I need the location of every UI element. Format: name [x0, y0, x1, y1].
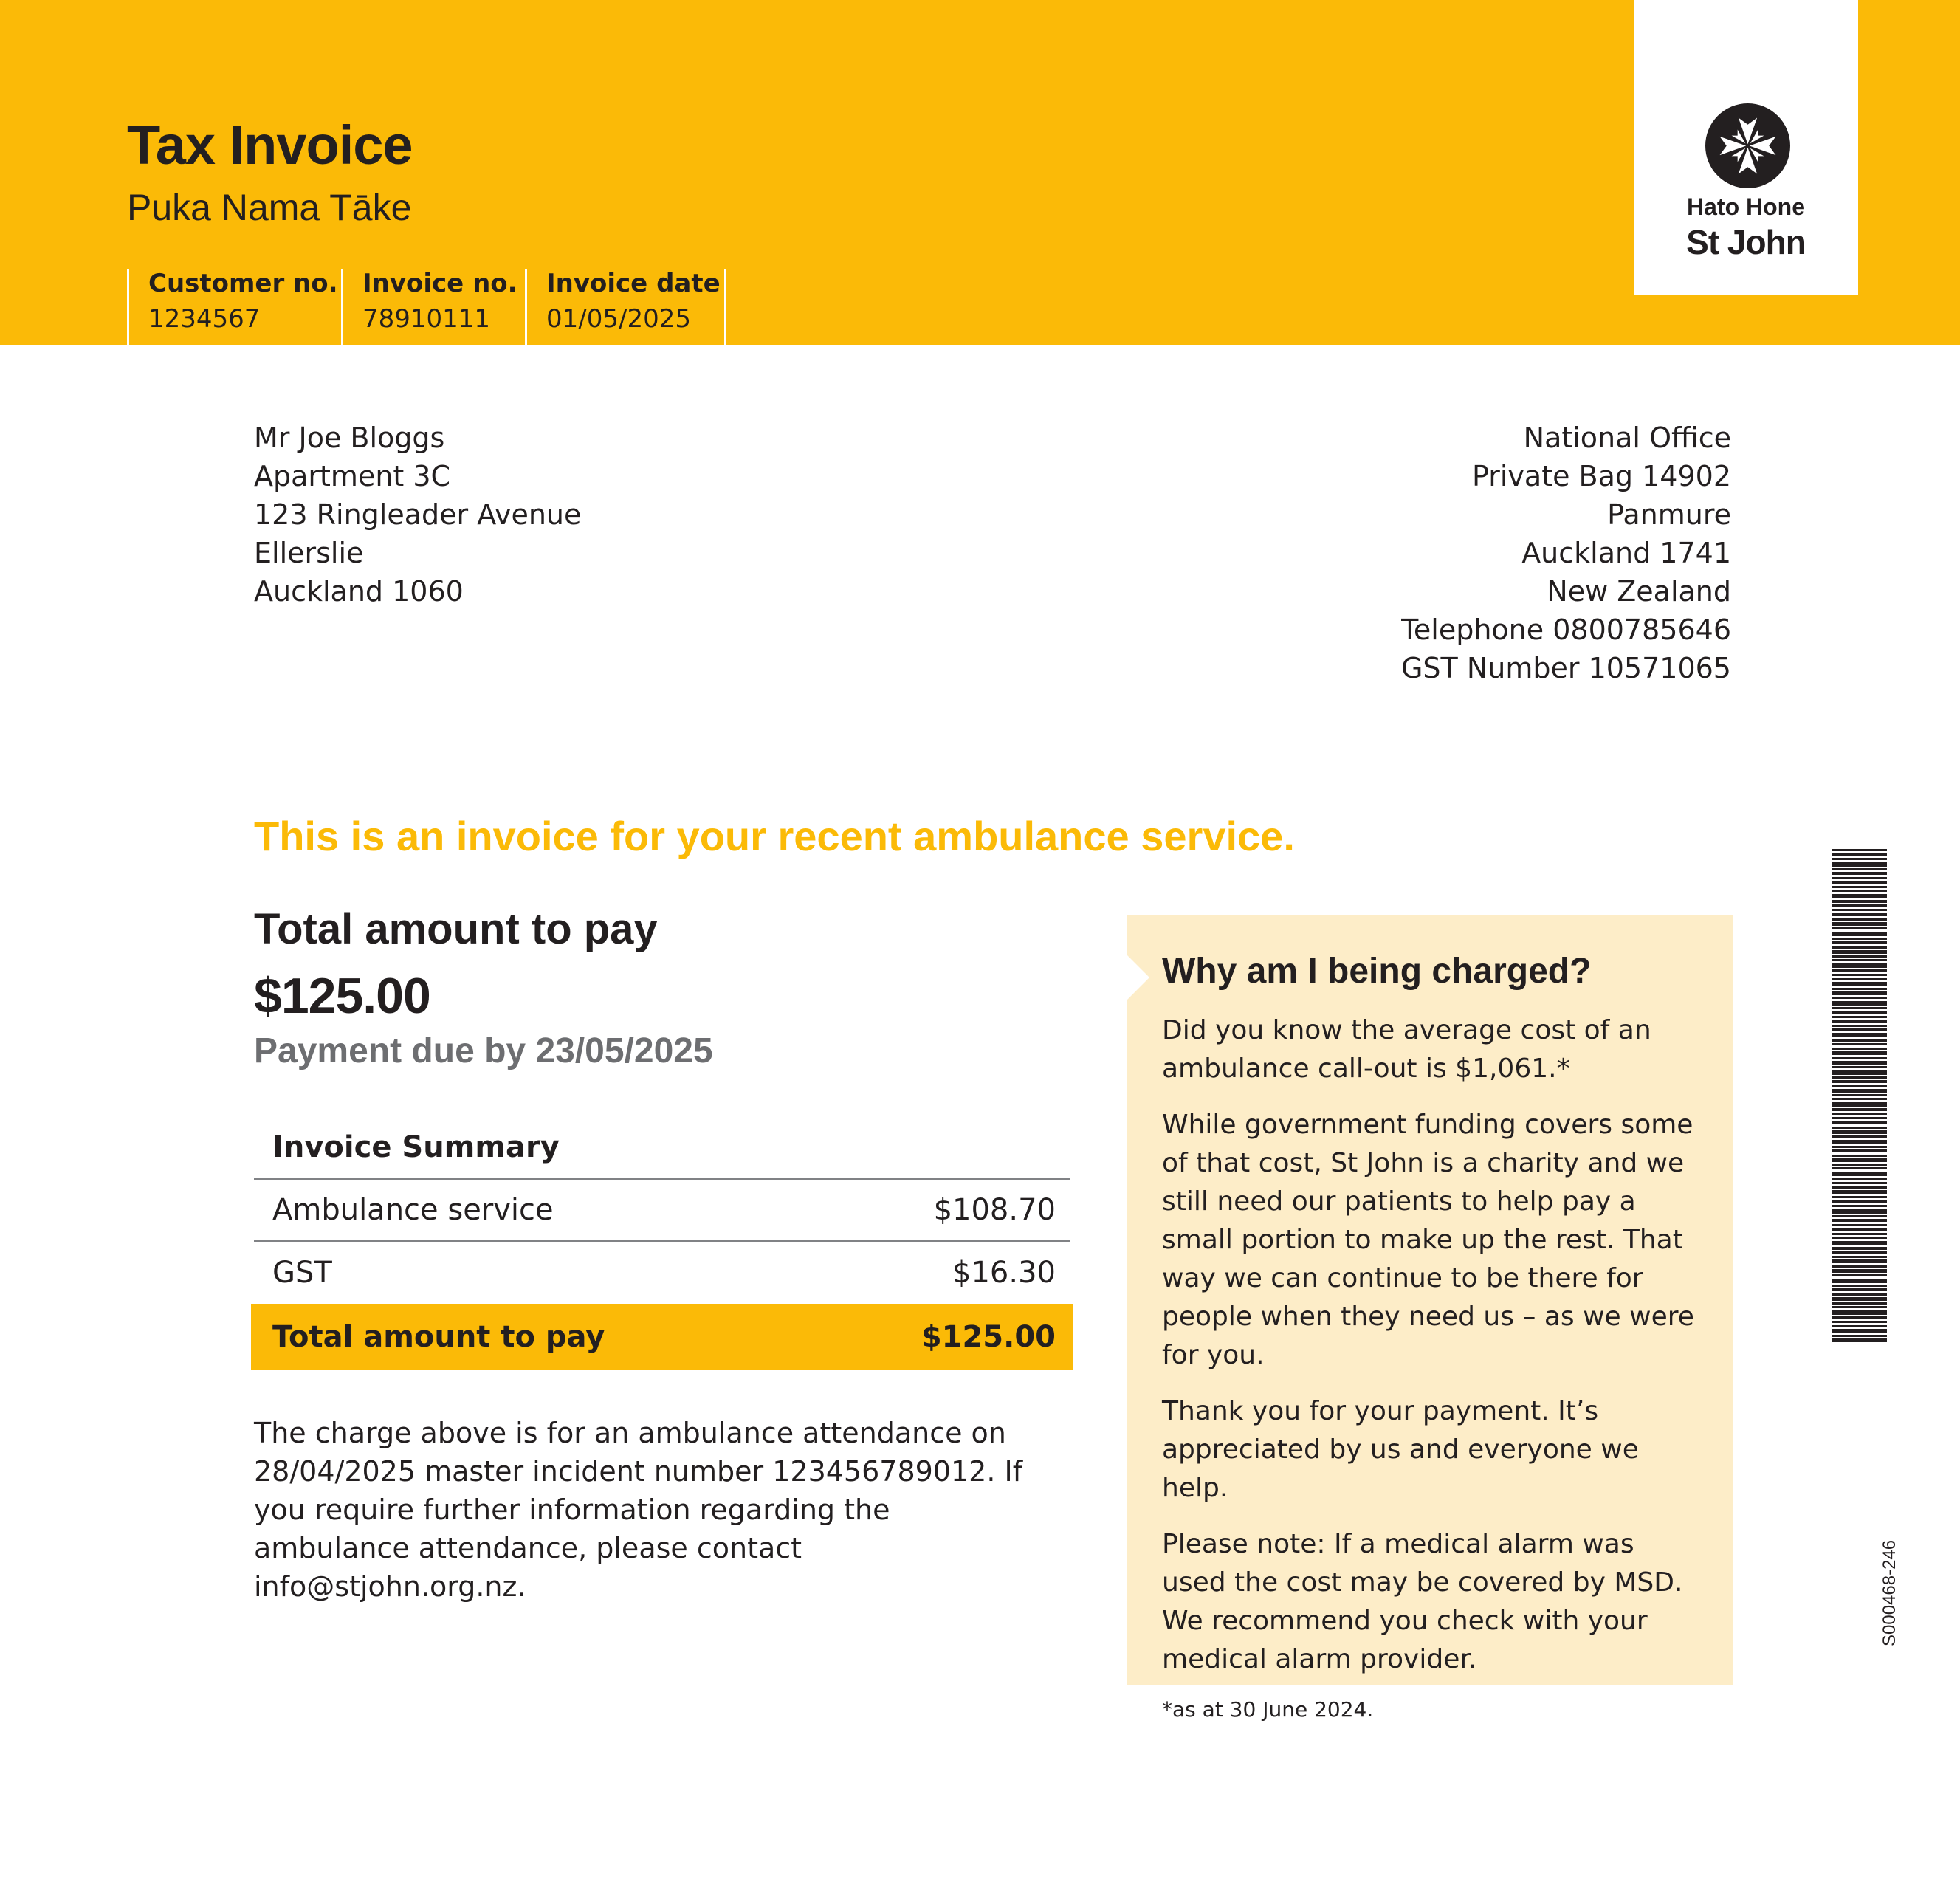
barcode-bar	[1832, 1130, 1887, 1134]
invoice-date-label: Invoice date	[546, 269, 721, 298]
barcode-bar	[1832, 1172, 1887, 1176]
barcode-bar	[1832, 1325, 1887, 1327]
barcode-bar	[1832, 1178, 1887, 1180]
barcode-bar	[1832, 969, 1887, 972]
payment-due-date: Payment due by 23/05/2025	[254, 1031, 713, 1070]
barcode-bar	[1832, 900, 1887, 903]
barcode-bar	[1832, 959, 1887, 961]
barcode-bar	[1832, 1321, 1887, 1323]
barcode-bar	[1832, 918, 1887, 921]
barcode-bar	[1832, 1051, 1887, 1055]
barcode-bar	[1832, 1251, 1887, 1254]
barcode-bar	[1832, 988, 1887, 990]
barcode-bar	[1832, 1016, 1887, 1018]
total-row-value: $125.00	[921, 1320, 1056, 1354]
barcode-bar	[1832, 1020, 1887, 1023]
logo-text-st-john: St John	[1686, 223, 1806, 261]
barcode-bar	[1832, 849, 1887, 851]
invoice-number-cell	[341, 269, 525, 345]
barcode-bar	[1832, 1094, 1887, 1096]
barcode-bar	[1832, 1070, 1887, 1075]
barcode-bar	[1832, 974, 1887, 976]
barcode-bar	[1832, 1135, 1887, 1138]
barcode-bar	[1832, 1080, 1887, 1083]
barcode-bar	[1832, 872, 1887, 875]
page-subtitle: Puka Nama Tāke	[127, 187, 412, 228]
customer-number-label: Customer no.	[148, 269, 338, 298]
barcode-bar	[1832, 1158, 1887, 1162]
customer-address-line: Ellerslie	[254, 537, 364, 569]
why-paragraph: While government funding covers some of that cost, St John is a charity and we still need our patients to help pay a small portion to make up the rest. That way we can continue to be there for people when they need us – as we were for you.	[1162, 1110, 1694, 1370]
why-paragraph: Thank you for your payment. It’s appreciated by us and everyone we help.	[1162, 1396, 1639, 1503]
invoice-number-label: Invoice no.	[362, 269, 517, 298]
barcode-icon	[1832, 849, 1887, 1344]
barcode-bar	[1832, 941, 1887, 944]
barcode-bar	[1832, 1256, 1887, 1258]
office-address-line: National Office	[1523, 422, 1731, 454]
row-value: $16.30	[952, 1256, 1056, 1290]
barcode-bar	[1832, 909, 1887, 911]
customer-address	[254, 419, 581, 611]
barcode-bar	[1832, 862, 1887, 867]
barcode-bar	[1832, 1089, 1887, 1093]
barcode-bar	[1832, 1001, 1887, 1006]
barcode-bar	[1832, 1043, 1887, 1045]
invoice-meta	[127, 269, 726, 345]
barcode-bar	[1832, 890, 1887, 892]
barcode-bar	[1832, 913, 1887, 916]
invoice-date-cell	[525, 269, 726, 345]
barcode-bar	[1832, 1285, 1887, 1287]
office-address-line: Auckland 1741	[1521, 537, 1731, 569]
barcode-bar	[1832, 1140, 1887, 1144]
barcode-bar	[1832, 982, 1887, 986]
barcode-bar	[1832, 904, 1887, 907]
document-reference-code: S000468-246	[1880, 1539, 1899, 1646]
barcode-bar	[1832, 1200, 1887, 1203]
barcode-bar	[1832, 1241, 1887, 1245]
barcode-bar	[1832, 1025, 1887, 1027]
barcode-bar	[1832, 1057, 1887, 1059]
barcode-bar	[1832, 1076, 1887, 1079]
barcode-bar	[1832, 1167, 1887, 1169]
office-address-line: Private Bag 14902	[1472, 460, 1731, 492]
st-john-cross-icon	[1705, 103, 1790, 188]
customer-number-value: 1234567	[148, 304, 261, 334]
barcode-bar	[1832, 1011, 1887, 1014]
barcode-bar	[1832, 1224, 1887, 1226]
why-paragraph: Please note: If a medical alarm was used the cost may be covered by MSD. We recommend you check with your medical alarm provider.	[1162, 1529, 1683, 1674]
barcode-bar	[1832, 1237, 1887, 1239]
barcode-bar	[1832, 1259, 1887, 1263]
barcode-bar	[1832, 1164, 1887, 1166]
barcode-bar	[1832, 1108, 1887, 1111]
barcode-bar	[1832, 1039, 1887, 1042]
barcode-bar	[1832, 868, 1887, 870]
panel-notch	[1127, 955, 1149, 1000]
customer-address-line: Auckland 1060	[254, 575, 464, 608]
barcode-bar	[1832, 978, 1887, 980]
barcode-bar	[1832, 1293, 1887, 1296]
barcode-bar	[1832, 1061, 1887, 1065]
customer-address-line: 123 Ringleader Avenue	[254, 498, 582, 531]
customer-name: Mr Joe Bloggs	[254, 422, 445, 454]
customer-number-cell	[127, 269, 341, 345]
row-value: $108.70	[933, 1192, 1056, 1227]
barcode-bar	[1832, 955, 1887, 958]
barcode-bar	[1832, 1247, 1887, 1250]
barcode-bar	[1832, 1329, 1887, 1333]
barcode-bar	[1832, 1127, 1887, 1129]
barcode-bar	[1832, 1215, 1887, 1217]
barcode-bar	[1832, 1113, 1887, 1115]
barcode-bar	[1832, 1149, 1887, 1152]
barcode-bar	[1832, 1233, 1887, 1235]
barcode-bar	[1832, 1228, 1887, 1231]
why-paragraph: Did you know the average cost of an ambulance call-out is $1,061.*	[1162, 1015, 1651, 1084]
barcode-bar	[1832, 886, 1887, 888]
barcode-bar	[1832, 1117, 1887, 1119]
barcode-bar	[1832, 1297, 1887, 1301]
barcode-bar	[1832, 1316, 1887, 1319]
barcode-bar	[1832, 1302, 1887, 1305]
barcode-bar	[1832, 932, 1887, 936]
office-address-line: New Zealand	[1547, 575, 1731, 608]
barcode-bar	[1832, 1288, 1887, 1291]
total-heading: Total amount to pay	[254, 905, 658, 953]
invoice-summary-title: Invoice Summary	[254, 1115, 1070, 1180]
page-title: Tax Invoice	[127, 114, 413, 176]
attendance-note: The charge above is for an ambulance attendance on 28/04/2025 master incident number 123456789012. If you require further information regarding the ambulance attendance, please contact info@stjohn.org.nz.	[254, 1417, 1023, 1603]
table-row	[254, 1242, 1070, 1304]
invoice-headline: This is an invoice for your recent ambulance service.	[254, 813, 1295, 859]
barcode-bar	[1832, 1306, 1887, 1308]
st-john-logo	[1634, 0, 1858, 295]
barcode-bar	[1832, 1205, 1887, 1207]
barcode-bar	[1832, 1310, 1887, 1315]
invoice-date-value: 01/05/2025	[546, 304, 691, 334]
barcode-bar	[1832, 950, 1887, 954]
barcode-bar	[1832, 1098, 1887, 1100]
barcode-bar	[1832, 1274, 1887, 1276]
barcode-bar	[1832, 1279, 1887, 1283]
office-address-line: Panmure	[1607, 498, 1731, 531]
barcode-bar	[1832, 991, 1887, 995]
barcode-bar	[1832, 1182, 1887, 1184]
barcode-bar	[1832, 997, 1887, 999]
barcode-bar	[1832, 1335, 1887, 1337]
barcode-bar	[1832, 1219, 1887, 1222]
logo-text-hato-hone: Hato Hone	[1687, 193, 1805, 220]
barcode-bar	[1832, 1186, 1887, 1189]
barcode-bar	[1832, 894, 1887, 898]
why-footnote: *as at 30 June 2024.	[1162, 1697, 1374, 1722]
barcode-bar	[1832, 1085, 1887, 1087]
why-charged-title: Why am I being charged?	[1162, 952, 1592, 991]
barcode-bar	[1832, 1033, 1887, 1037]
row-label: GST	[272, 1256, 332, 1290]
office-address	[1401, 419, 1731, 687]
invoice-number-value: 78910111	[362, 304, 491, 334]
barcode-bar	[1832, 1146, 1887, 1148]
barcode-bar	[1832, 1102, 1887, 1107]
barcode-bar	[1832, 877, 1887, 879]
office-gst-number: GST Number 10571065	[1400, 652, 1731, 684]
total-row	[251, 1304, 1073, 1370]
barcode-bar	[1832, 1121, 1887, 1124]
barcode-bar	[1832, 938, 1887, 940]
barcode-bar	[1832, 963, 1887, 968]
office-telephone: Telephone 0800785646	[1401, 614, 1731, 646]
barcode-bar	[1832, 1269, 1887, 1273]
barcode-bar	[1832, 858, 1887, 860]
barcode-bar	[1832, 1155, 1887, 1157]
barcode-bar	[1832, 1338, 1887, 1342]
barcode-bar	[1832, 1196, 1887, 1198]
barcode-bar	[1832, 881, 1887, 884]
barcode-bar	[1832, 1048, 1887, 1050]
barcode-bar	[1832, 1190, 1887, 1194]
barcode-bar	[1832, 1066, 1887, 1068]
total-amount: $125.00	[254, 968, 430, 1024]
why-charged-panel	[1127, 915, 1733, 1722]
barcode-bar	[1832, 1028, 1887, 1031]
barcode-bar	[1832, 1209, 1887, 1214]
table-row	[254, 1180, 1070, 1242]
invoice-summary-table	[254, 1115, 1070, 1370]
barcode-bar	[1832, 946, 1887, 949]
barcode-bar	[1832, 1007, 1887, 1009]
barcode-bar	[1832, 927, 1887, 929]
total-row-label: Total amount to pay	[272, 1320, 605, 1354]
barcode-bar	[1832, 922, 1887, 926]
barcode-bar	[1832, 853, 1887, 856]
barcode-bar	[1832, 1265, 1887, 1268]
row-label: Ambulance service	[272, 1192, 554, 1227]
customer-address-line: Apartment 3C	[254, 460, 451, 492]
